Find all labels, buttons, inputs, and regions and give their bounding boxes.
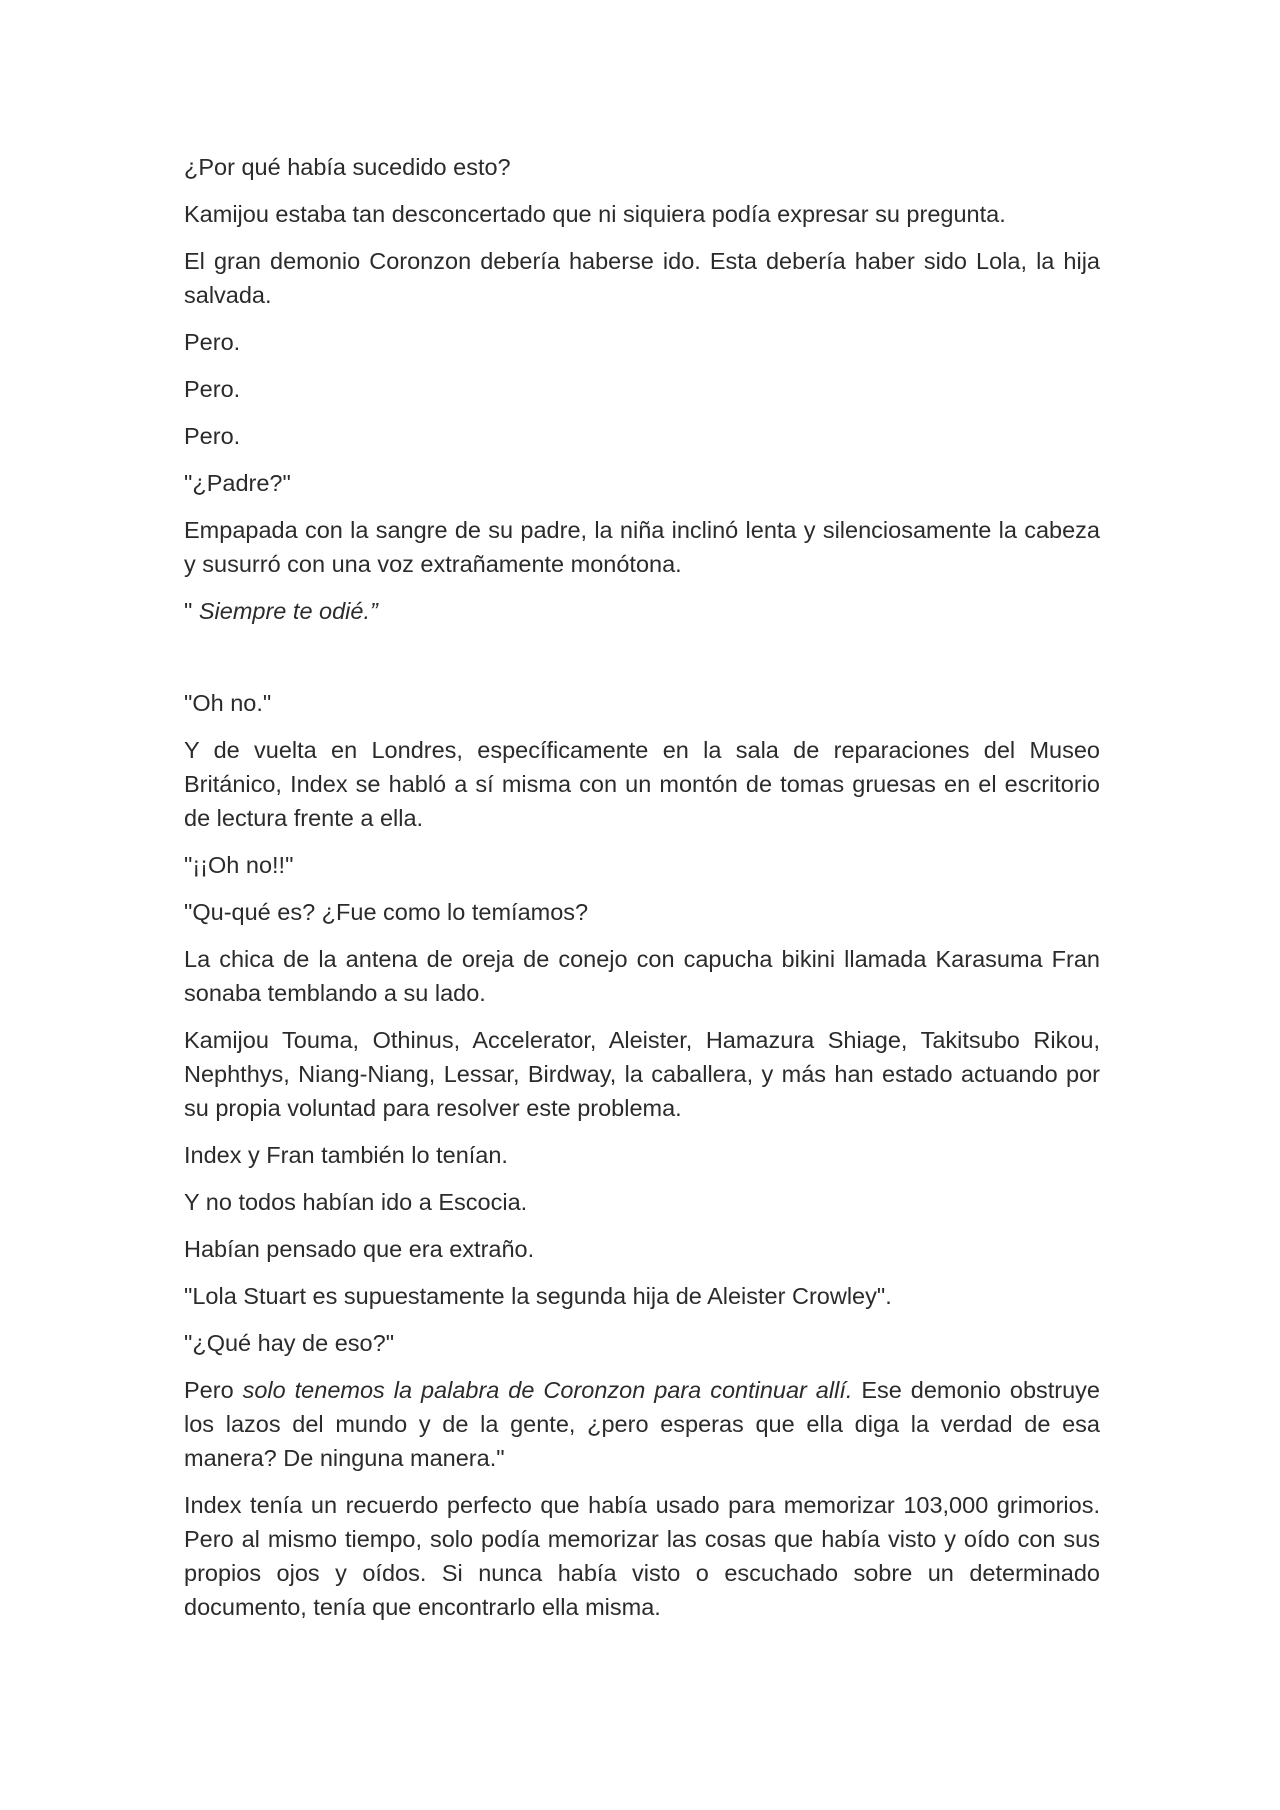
paragraph: Index y Fran también lo tenían.	[184, 1142, 508, 1168]
italic-run: solo tenemos la palabra de Coronzon para continuar allí.	[242, 1377, 853, 1403]
paragraph: Kamijou Touma, Othinus, Accelerator, Aleister, Hamazura Shiage, Takitsubo Rikou, Nephthys, Niang-Niang, Lessar, Birdway, la caballera, y más han estado actuando por su propia voluntad para resolver este problema.	[184, 1027, 1100, 1121]
paragraph: "Qu-qué es? ¿Fue como lo temíamos?	[184, 899, 589, 925]
paragraph: Y no todos habían ido a Escocia.	[184, 1189, 528, 1215]
paragraph: "¡¡Oh no!!"	[184, 852, 294, 878]
paragraph: La chica de la antena de oreja de conejo con capucha bikini llamada Karasuma Fran sonaba temblando a su lado.	[184, 946, 1100, 1006]
quote-mark: "	[184, 598, 193, 624]
paragraph: Index tenía un recuerdo perfecto que había usado para memorizar 103,000 grimorios. Pero al mismo tiempo, solo podía memorizar las cosas que había visto y oído con sus propios ojos y oídos. Si nunca había visto o escuchado sobre un determinado documento, tenía que encontrarlo ella misma.	[184, 1492, 1100, 1620]
paragraph: Pero.	[184, 376, 241, 402]
paragraph: Pero.	[184, 423, 241, 449]
paragraph: Habían pensado que era extraño.	[184, 1236, 535, 1262]
document-body	[184, 150, 1100, 1637]
italic-quote-paragraph	[184, 594, 1100, 628]
paragraph: Y de vuelta en Londres, específicamente en la sala de reparaciones del Museo Británico, Index se habló a sí misma con un montón de tomas gruesas en el escritorio de lectura frente a ella.	[184, 737, 1100, 831]
paragraph: "¿Padre?"	[184, 470, 291, 496]
paragraph: El gran demonio Coronzon debería haberse ido. Esta debería haber sido Lola, la hija salvada.	[184, 248, 1100, 308]
paragraph: Kamijou estaba tan desconcertado que ni siquiera podía expresar su pregunta.	[184, 201, 1006, 227]
paragraph: "¿Qué hay de eso?"	[184, 1330, 395, 1356]
text-run: Pero	[184, 1377, 234, 1403]
paragraph: "Lola Stuart es supuestamente la segunda hija de Aleister Crowley".	[184, 1283, 892, 1309]
paragraph: Pero.	[184, 329, 241, 355]
italic-quote: Siempre te odié.”	[198, 598, 378, 624]
paragraph: "Oh no."	[184, 690, 272, 716]
paragraph: ¿Por qué había sucedido esto?	[184, 154, 511, 180]
paragraph: Empapada con la sangre de su padre, la niña inclinó lenta y silenciosamente la cabeza y susurró con una voz extrañamente monótona.	[184, 517, 1100, 577]
mixed-paragraph	[184, 1373, 1100, 1475]
text-run: Ese demonio obstruye los lazos del mundo y de la gente, ¿pero esperas que ella diga la verdad de esa manera? De ninguna manera."	[184, 1377, 1101, 1471]
